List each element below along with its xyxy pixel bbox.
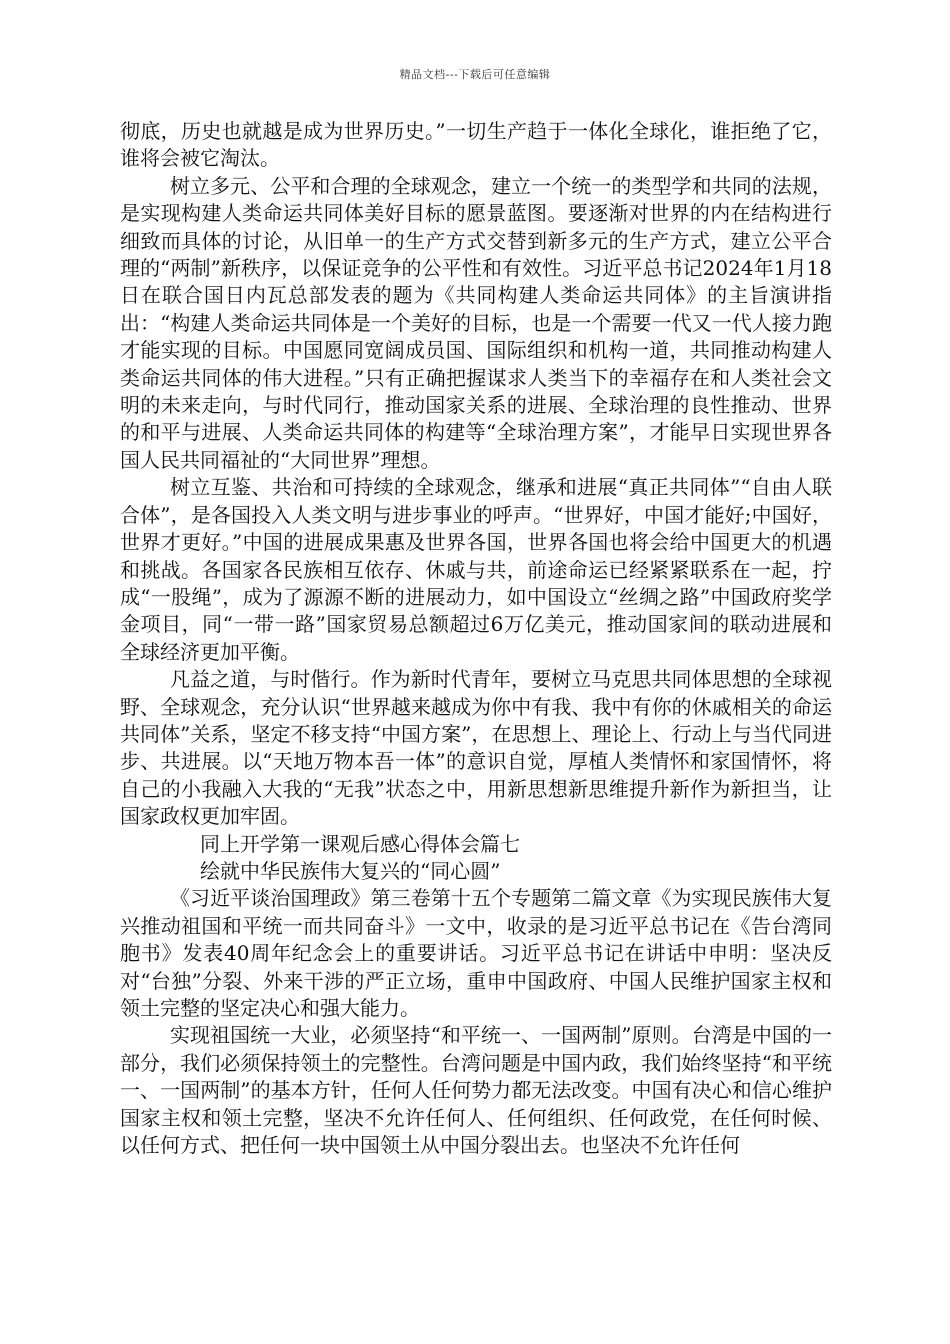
- page-header: 精品文档---下载后可任意编辑: [399, 68, 551, 81]
- paragraph-book-chapter: 《习近平谈治国理政》第三卷第十五个专题第二篇文章《为实现民族伟大复兴推动祖国和平统一而共同奋斗》一文中，收录的是习近平总书记在《告台湾同胞书》发表40周年纪念会上的重要讲话。习近平总书记在讲话中申明：坚决反对“台独”分裂、外来干涉的严正立场，重申中国政府、中国人民维护国家主权和领土完整的坚定决心和强大能力。: [120, 886, 832, 1020]
- paragraph-continuation: 彻底，历史也就越是成为世界历史。”一切生产趋于一体化全球化，谁拒绝了它，谁将会被它淘汰。: [120, 119, 832, 171]
- section-subtitle: 绘就中华民族伟大复兴的“同心圆”: [200, 858, 501, 883]
- paragraph-new-era-youth: 凡益之道，与时偕行。作为新时代青年，要树立马克思共同体思想的全球视野、全球观念，充分认识“世界越来越成为你中有我、我中有你的休戚相关的命运共同体”关系，坚定不移支持“中国方案”，在思想上、理论上、行动上与当代同进步、共进展。以“天地万物本吾一体”的意识自觉，厚植人类情怀和家国情怀，将自己的小我融入大我的“无我”状态之中，用新思想新思维提升新作为新担当，让国家政权更加牢固。: [120, 667, 832, 829]
- paragraph-reunification: 实现祖国统一大业，必须坚持“和平统一、一国两制”原则。台湾是中国的一部分，我们必须保持领土的完整性。台湾问题是中国内政，我们始终坚持“和平统一、一国两制”的基本方针，任何人任何势力都无法改变。中国有决心和信心维护国家主权和领土完整，坚决不允许任何人、任何组织、任何政党，在任何时候、以任何方式、把任何一块中国领土从中国分裂出去。也坚决不允许任何: [120, 1023, 832, 1158]
- paragraph-global-view: 树立多元、公平和合理的全球观念，建立一个统一的类型学和共同的法规，是实现构建人类命运共同体美好目标的愿景蓝图。要逐渐对世界的内在结构进行细致而具体的讨论，从旧单一的生产方式交替到新多元的生产方式，建立公平合理的“两制”新秩序，以保证竞争的公平性和有效性。习近平总书记2024年1月18日在联合国日内瓦总部发表的题为《共同构建人类命运共同体》的主旨演讲指出：“构建人类命运共同体是一个美好的目标，也是一个需要一代又一代人接力跑才能实现的目标。中国愿同宽阔成员国、国际组织和机构一道，共同推动构建人类命运共同体的伟大进程。”只有正确把握谋求人类当下的幸福存在和人类社会文明的未来走向，与时代同行，推动国家关系的进展、全球治理的良性推动、世界的和平与进展、人类命运共同体的构建等“全球治理方案”，才能早日实现世界各国人民共同福祉的“大同世界”理想。: [120, 173, 832, 472]
- document-body: [120, 118, 832, 1159]
- section-title: 同上开学第一课观后感心得体会篇七: [200, 831, 520, 856]
- paragraph-mutual-learning: 树立互鉴、共治和可持续的全球观念，继承和进展“真正共同体”“自由人联合体”，是各国投入人类文明与进步事业的呼声。“世界好，中国才能好;中国好，世界才更好。”中国的进展成果惠及世界各国，世界各国也将会给中国更大的机遇和挑战。各国家各民族相互依存、休戚与共，前途命运已经紧紧联系在一起，拧成“一股绳”，成为了源源不断的进展动力，如中国设立“丝绸之路”中国政府奖学金项目，同“一带一路”国家贸易总额超过6万亿美元，推动国家间的联动进展和全球经济更加平衡。: [120, 475, 832, 664]
